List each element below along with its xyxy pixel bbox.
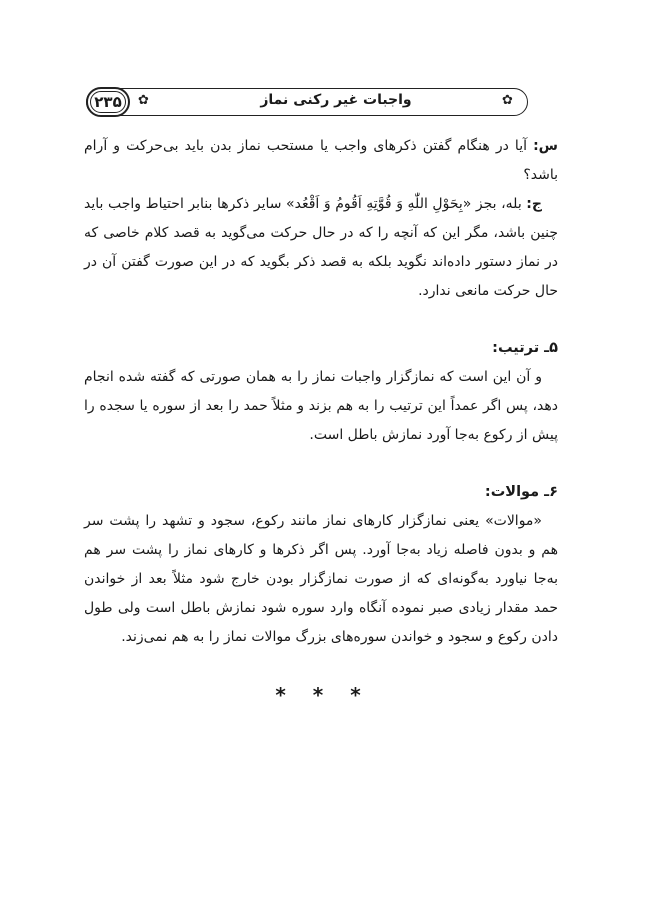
question-label: س: (533, 138, 558, 154)
answer-paragraph (84, 190, 558, 306)
page-body (84, 132, 558, 652)
chapter-title: واجبات غیر رکنی نماز (260, 92, 412, 108)
page-header (86, 88, 558, 118)
section-6-text: «موالات» یعنی نمازگزار کارهای نماز مانند رکوع، سجود و تشهد را پشت سر هم و بدون فاصله زیاد به‌جا آورد. پس اگر ذکرها و کارهای نماز را پشت سر هم به‌جا نیاورد به‌گونه‌ای که از صورت نمازگزار بودن خارج شود مثلاً بعد از خواندن حمد مقدار زیادی صبر نموده آنگاه وارد سوره شود نمازش باطل است ولی طول دادن رکوع و سجود و خواندن سوره‌های بزرگ موالات نماز را به هم نمی‌زند. (84, 513, 558, 645)
answer-text: بله، بجز «بِحَوْلِ اللّٰهِ وَ قُوَّتِهِ اَقُومُ وَ اَقْعُد» سایر ذکرها بنابر احتیاط واجب باید چنین باشد، مگر این که آنچه را که در حال حرکت می‌گوید به قصد کلام خاصی که در نماز دستور داده‌اند نگوید بلکه به قصد ذکر بگوید که در این صورت گفتن آن در حال حرکت مانعی ندارد. (84, 196, 558, 299)
question-text: آیا در هنگام گفتن ذکرهای واجب یا مستحب نماز بدن باید بی‌حرکت و آرام باشد؟ (84, 138, 558, 183)
section-5-heading: ۵ـ ترتیب: (492, 340, 558, 356)
page-number: ۲۳۵ (86, 87, 130, 117)
ornament-left-icon: ✿ (138, 93, 149, 108)
section-5-text: و آن این است که نمازگزار واجبات نماز را به همان صورتی که گفته شده انجام دهد، پس اگر عمداً این ترتیب را به هم بزند و مثلاً حمد را بعد از سوره یا سجده را پیش از رکوع به‌جا آورد نمازش باطل است. (84, 369, 558, 443)
section-6-heading: ۶ـ موالات: (484, 484, 558, 500)
section-separator: * * * (275, 683, 371, 707)
answer-label: ج: (526, 196, 542, 212)
question-paragraph (84, 132, 558, 190)
ornament-right-icon: ✿ (502, 93, 513, 108)
